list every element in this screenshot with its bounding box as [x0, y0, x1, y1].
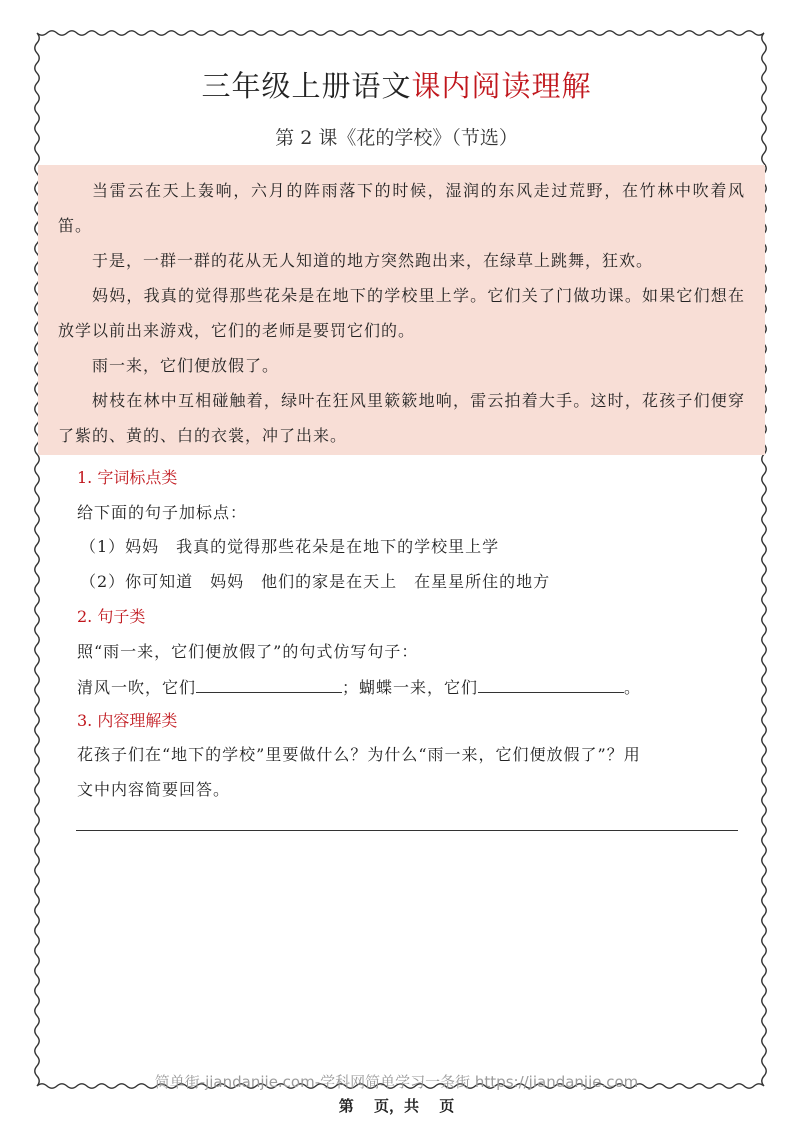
q2-part-3: 。 — [624, 678, 642, 697]
q3-title: 3. 内容理解类 — [77, 711, 178, 730]
passage-paragraph: 于是，一群一群的花从无人知道的地方突然跑出来，在绿草上跳舞，狂欢。 — [92, 251, 654, 270]
q2-part-2: ；蝴蝶一来，它们 — [342, 678, 479, 697]
reading-passage — [38, 165, 765, 455]
q2-title: 2. 句子类 — [77, 607, 146, 626]
passage-paragraph: 当雷云在天上轰响，六月的阵雨落下的时候，湿润的东风走过荒野，在竹林中吹着风笛。 — [58, 181, 745, 235]
q1-item-2: （2）你可知道 妈妈 他们的家是在天上 在星星所住的地方 — [80, 572, 551, 591]
q2-prompt: 照“雨一来，它们便放假了”的句式仿写句子： — [77, 642, 419, 661]
page-title — [0, 64, 793, 105]
q3-line-2: 文中内容简要回答。 — [77, 780, 231, 799]
lesson-subtitle: 第 2 课《花的学校》（节选） — [275, 127, 518, 149]
passage-paragraph: 妈妈，我真的觉得那些花朵是在地下的学校里上学。它们关了门做功课。如果它们想在放学以前出来游戏，它们的老师是要罚它们的。 — [58, 286, 745, 340]
q1-title: 1. 字词标点类 — [77, 468, 178, 487]
passage-paragraph: 树枝在林中互相碰触着，绿叶在狂风里簌簌地响，雷云拍着大手。这时，花孩子们便穿了紫的、黄的、白的衣裳，冲了出来。 — [58, 391, 745, 445]
q3-line-1: 花孩子们在“地下的学校”里要做什么？为什么“雨一来，它们便放假了”？用 — [77, 745, 641, 764]
answer-line[interactable] — [76, 830, 738, 831]
watermark: 简单街-jiandanjie.com-学科网简单学习一条街 https://jiandanjie.com — [154, 1073, 639, 1091]
q1-item-1: （1）妈妈 我真的觉得那些花朵是在地下的学校里上学 — [80, 537, 500, 556]
q1-prompt: 给下面的句子加标点： — [77, 503, 248, 522]
q2-fill-line — [77, 676, 641, 698]
title-red: 课内阅读理解 — [411, 69, 592, 103]
page-number: 第 页，共 页 — [338, 1097, 455, 1115]
passage-paragraph: 雨一来，它们便放假了。 — [92, 356, 280, 375]
answer-blank-1[interactable] — [196, 676, 342, 693]
q2-part-1: 清风一吹，它们 — [77, 678, 197, 697]
title-black: 三年级上册语文 — [201, 69, 412, 103]
answer-blank-2[interactable] — [478, 676, 624, 693]
